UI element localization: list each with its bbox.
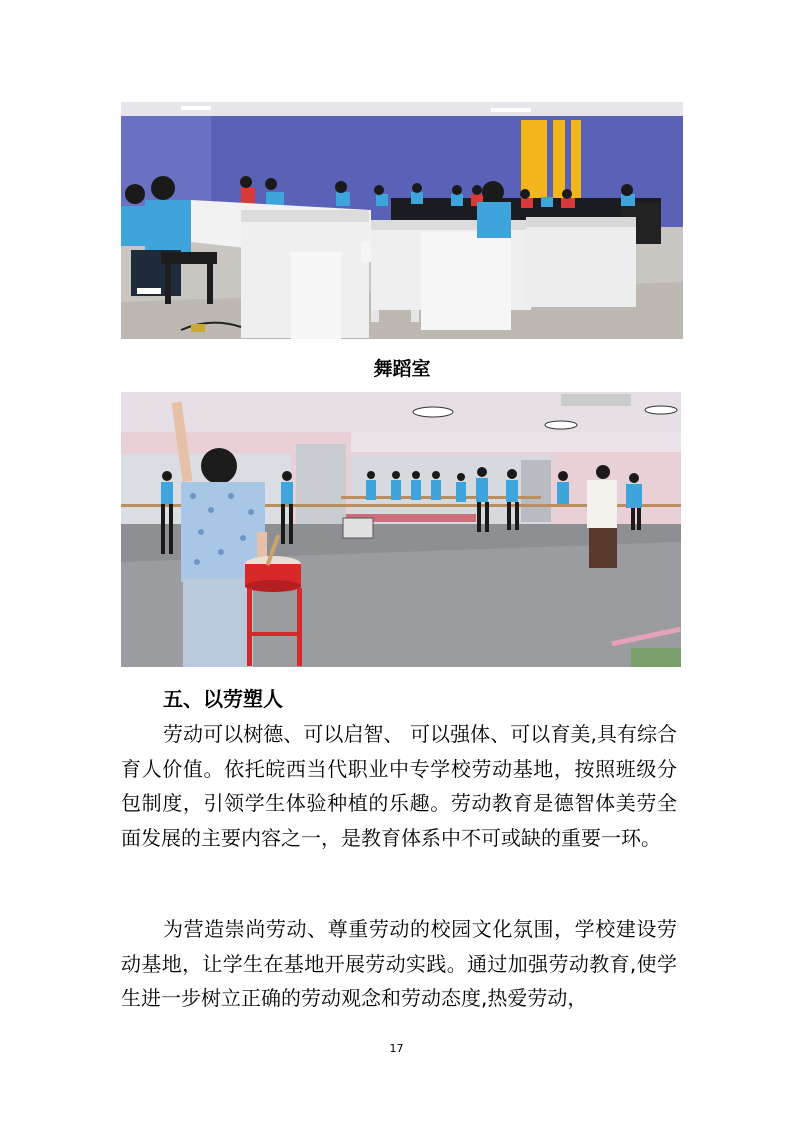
- dance-room-photo: [121, 392, 681, 667]
- section-paragraph-1: 劳动可以树德、可以启智、 可以强体、可以育美,具有综合育人价值。依托皖西当代职业中专学校劳动基地，按照班级分包制度，引领学生体验种植的乐趣。劳动教育是德智体美劳全面发展的主要内容之一，是教育体系中不可或缺的重要一环。: [121, 722, 677, 850]
- dance-room-caption: 舞蹈室: [373, 358, 431, 380]
- page-number: 17: [389, 1042, 404, 1055]
- section-paragraph-2: 为营造崇尚劳动、尊重劳动的校园文化氛围，学校建设劳动基地，让学生在基地开展劳动实践。通过加强劳动教育,使学生进一步树立正确的劳动观念和劳动态度,热爱劳动，: [121, 917, 677, 1010]
- piano-room-photo: [121, 102, 683, 339]
- section-heading: 五、以劳塑人: [163, 687, 283, 711]
